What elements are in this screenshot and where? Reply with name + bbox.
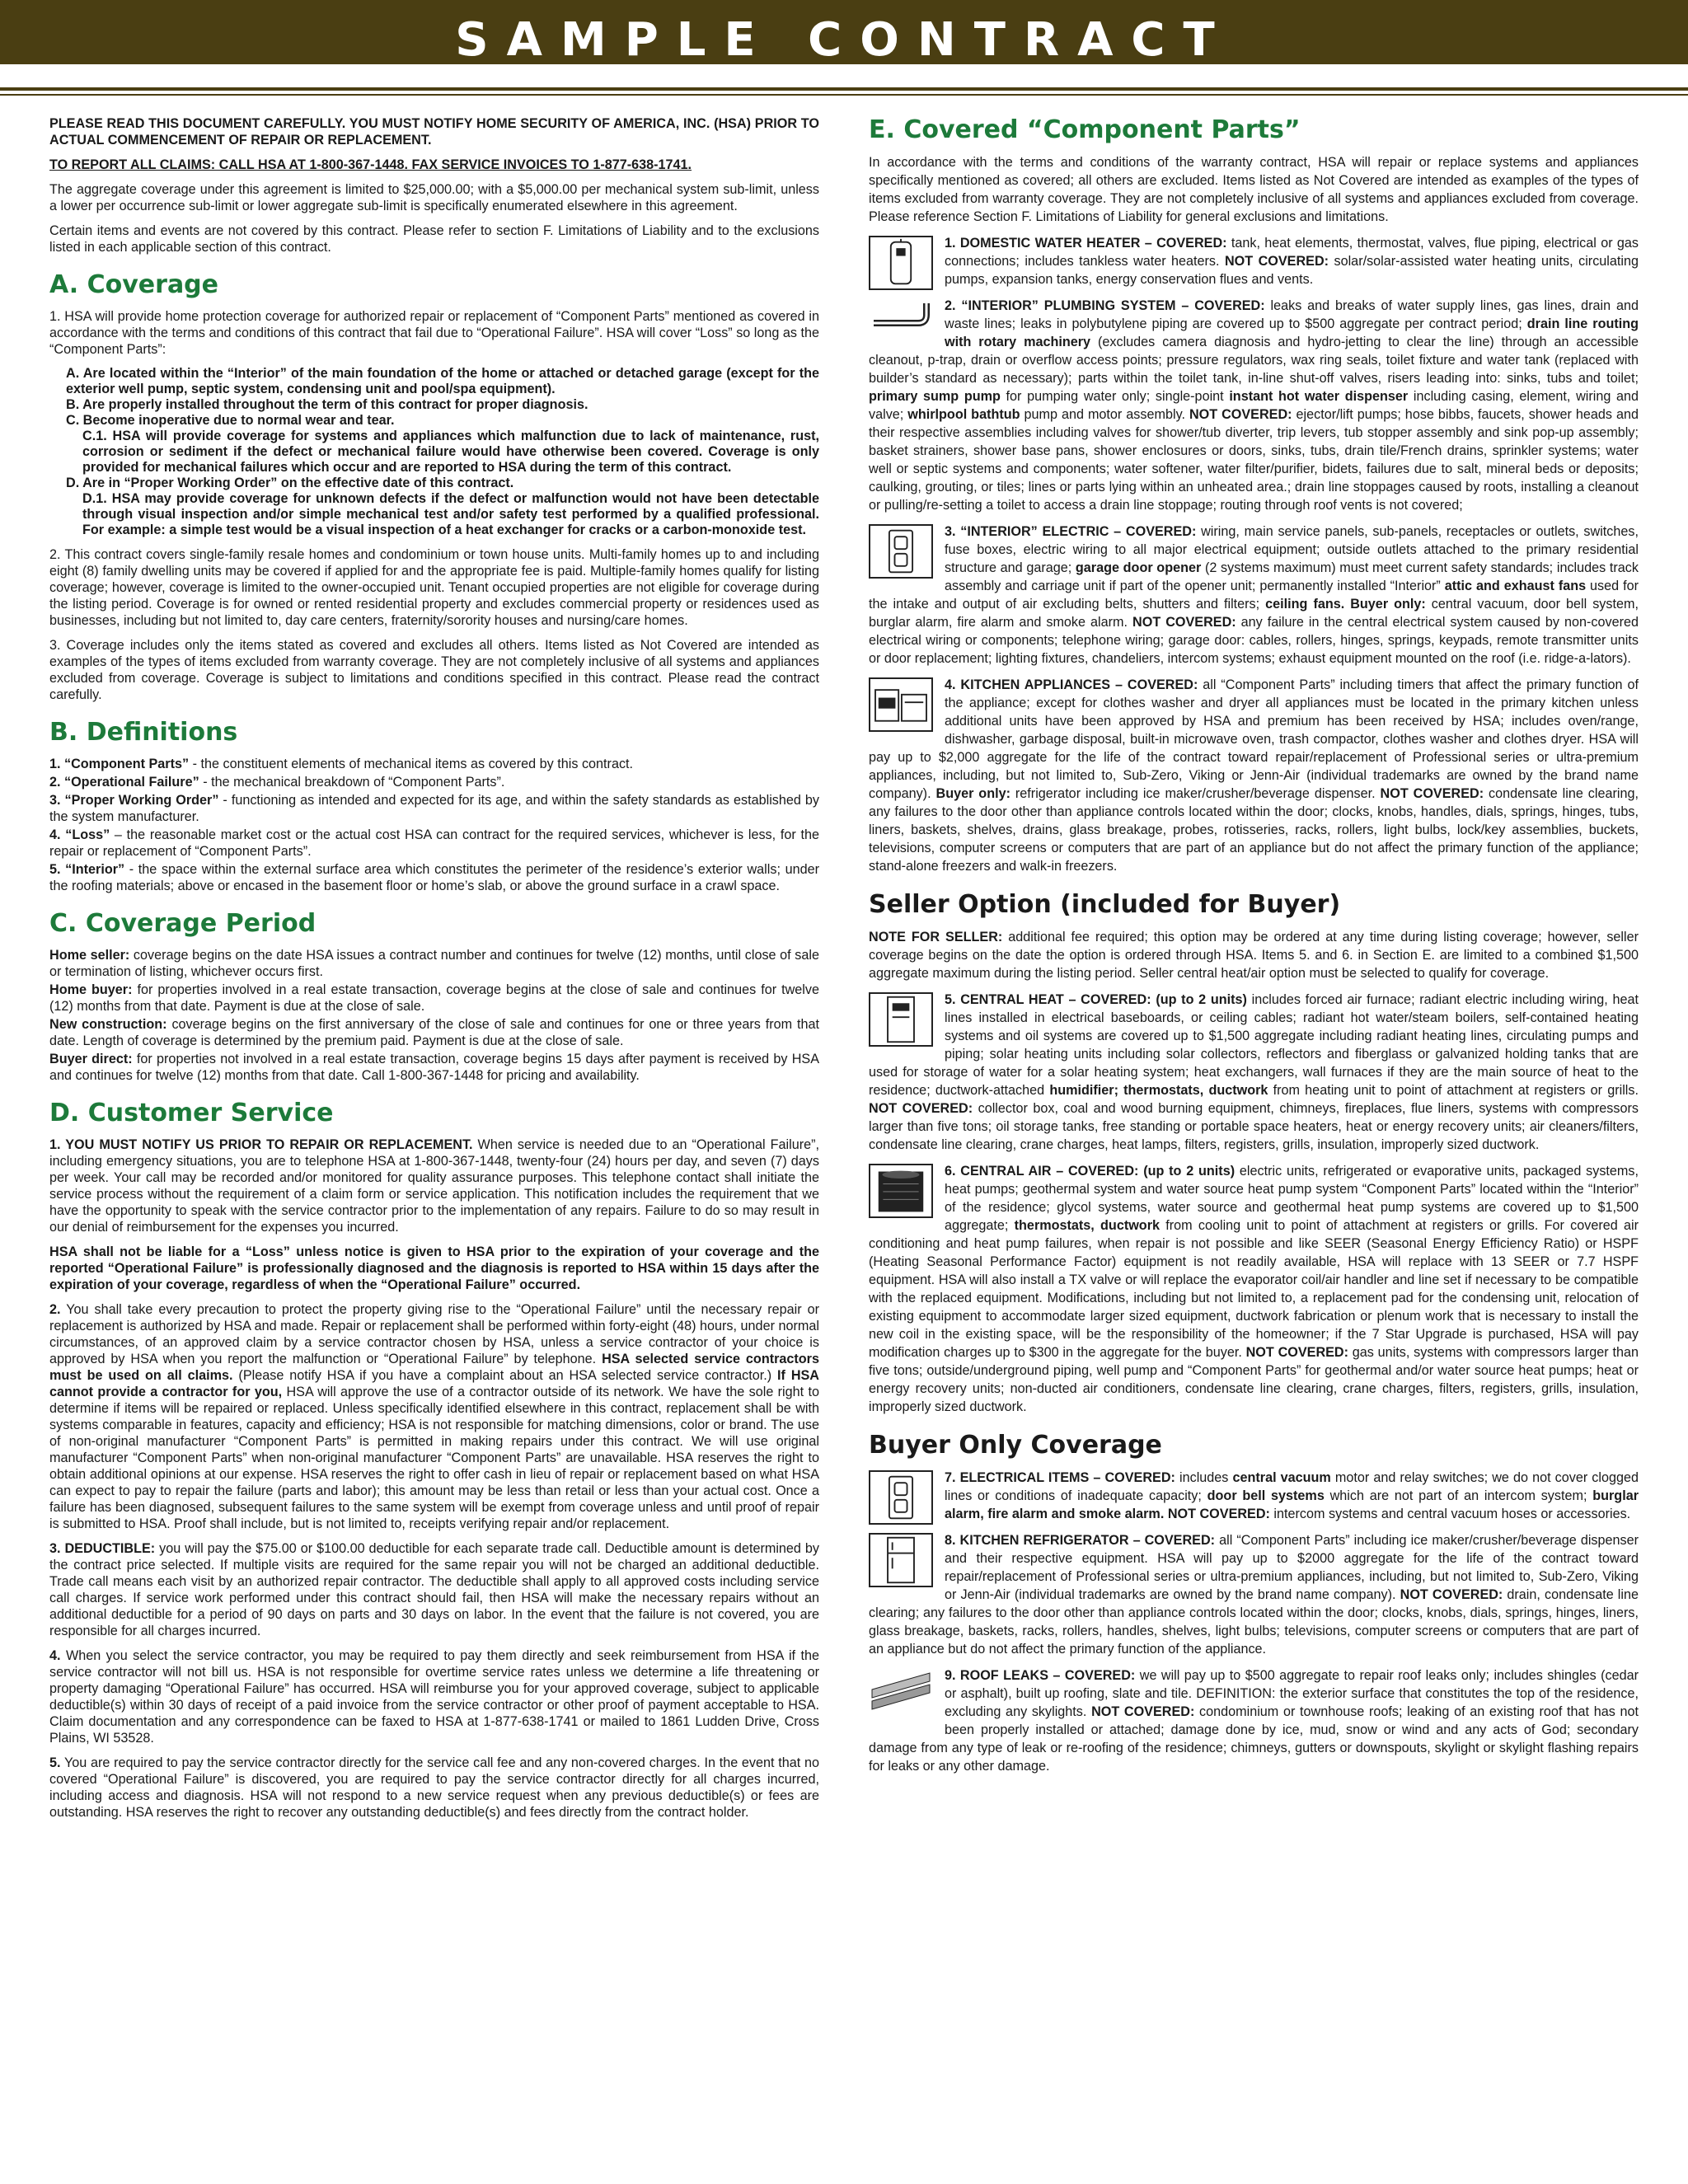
coverage-heading: A. Coverage [49,270,219,299]
definition-item: 3. “Proper Working Order” - functioning as intended and expected for its age, and within the safety standards as established by the system manufacturer. [49,793,819,824]
coverage-c1: C.1. HSA will provide coverage for systems and appliances which malfunction due to lack of maintenance, rust, corrosion or sediment if the defect or mechanical failure would have otherwise been covered. Coverage is only provided for mechanical failures which occur and are reported to HSA during the term of this contract. [82,429,819,475]
coverage-d: D. Are in “Proper Working Order” on the effective date of this contract. [66,476,514,490]
aggregate-text: The aggregate coverage under this agreement is limited to $25,000.00; with a $5,000.00 per mechanical system sub-limit, unless a lower per occurrence sub-limit or lower aggregate sub-limit is specifically enumerated elsewhere in this agreement. [49,182,819,213]
item-central-heat: 5. CENTRAL HEAT – COVERED: (up to 2 units) includes forced air furnace; radiant electric including wiring, heat lines installed in electrical baseboards, or ceiling cables; radiant hot water/steam boilers, self-contained heating systems and oil systems are covered up to $1,500 aggregate including radiant heating lines, circulating pumps and piping; solar heating units including solar collectors, reflectors and fiberglass or galvanized holding tanks that are used for storage of water for a solar heating system; heat exchangers, wall furnaces if they are the main source of heat to the residence; ductwork-attached humidifier; thermostats, ductwork from heating unit to point of attachment at registers or grills. NOT COVERED: collector box, coal and wood burning equipment, chimneys, fireplaces, flue liners, systems with compressors larger than five tons; oil storage tanks, free standing or portable space heaters, heat or energy recovery units; air cleaners/filters, condensate line clearing, crane charges, heat lamps, filters, registers, grills, insulation, improperly sized ductwork. [869,992,1639,1152]
seller-note: NOTE FOR SELLER: additional fee required; this option may be ordered at any time during listing coverage; however, seller coverage begins on the date the option is ordered through HSA. Items 5. and 6. in Section E. are limited to a combined $1,500 aggregate maximum during the listing period. Seller central heat/air option must be selected to qualify for coverage. [869,930,1639,981]
item-electric: 3. “INTERIOR” ELECTRIC – COVERED: wiring, main service panels, sub-panels, receptacles or outlets, switches, fuse boxes, electric wiring to all major electrical equipment; outside outlets attached to the primary residential structure and garage; garage door opener (2 systems maximum) must meet current safety standards; includes track assembly and carriage unit if part of the opener unit; permanently installed “Interior” attic and exhaust fans used for the intake and output of air excluding belts, shutters and filters; ceiling fans. Buyer only: central vacuum, door bell system, burglar alarm, fire alarm and smoke alarm. NOT COVERED: any failure in the central electrical system caused by non-covered electrical wiring or components; telephone wiring; garage door: cables, rollers, hinges, springs, keypads, remote transmitter units or door replacement; lighting fixtures, chandeliers, intercom systems; exhaust equipment mounted on the roof (i.e. ridge-a-lators). [869,524,1639,666]
definition-item: 4. “Loss” – the reasonable market cost or the actual cost HSA can contract for the required services, whichever is less, for the repair or replacement of “Component Parts”. [49,827,820,859]
coverage-b: B. Are properly installed throughout the term of this contract for proper diagnosis. [66,397,588,412]
right-column [869,115,1639,1783]
water-heater-icon [869,236,933,290]
service-liability: HSA shall not be liable for a “Loss” unless notice is given to HSA prior to the expiration of your coverage and the reported “Operational Failure” is professionally diagnosed and the diagnosis is reported to HSA within 15 days after the expiration of your coverage, regardless of when the “Operational Failure” occurred. [49,1244,819,1292]
item-refrigerator: 8. KITCHEN REFRIGERATOR – COVERED: all “Component Parts” including ice maker/crusher/beverage dispenser and their respective equipment. HSA will pay up to $2000 aggregate for the life of the contract toward repair/replacement of Professional series or ultra-premium appliances, including, but not limited to, Sub-Zero, Viking or Jenn-Air (individual trademarks are owned by the brand name company). NOT COVERED: drain, condensate line clearing; any failures to the door other than appliance controls located within the door; clocks, knobs, dials, springs, hinges, liners, glass breakage, baskets, racks, rollers, handles, shelves, light bulbs; televisions, computer screens or computers that are part of an appliance but do not affect the primary function of the appliance. [869,1533,1639,1657]
components-heading: E. Covered “Component Parts” [869,115,1301,144]
coverage-a: A. Are located within the “Interior” of the main foundation of the home or attached or detached garage (except for the exterior well pump, septic system, condensing unit and pool/spa equipment). [66,366,819,396]
furnace-icon [869,992,933,1047]
coverage-p2: 2. This contract covers single-family resale homes and condominium or town house units. Multi-family homes up to and including eight (8) family dwelling units may be covered if applied for and the appropriate fee is paid. Multiple-family homes qualify for listing coverage; however, coverage is limited to the owner-occupied unit. Tenant occupied properties are not eligible for coverage during the listing period. Coverage is for owned or rented residential property and excludes commercial property or residences used as businesses, including but not limited to, day care centers, fraternity/sorority houses and nursing/care homes. [49,547,819,628]
item-central-air: 6. CENTRAL AIR – COVERED: (up to 2 units) electric units, refrigerated or evaporative units, packaged systems, heat pumps; geothermal system and water source heat pump system “Component Parts” located within the “Interior” of the residence; glycol systems, water source and geothermal heat pump systems are covered up to $1,500 aggregate; thermostats, ductwork from cooling unit to point of attachment at registers or grills. For covered air conditioning and heat pump failures, when repair is not possible and like SEER (Seasonal Energy Efficiency Ratio) or HSPF (Heating Seasonal Performance Factor) equipment is not readily available, HSA will replace with 13 SEER or 7.7 HSPF equipment. HSA will also install a TX valve or will replace the evaporator coil/air handler and line set if necessary to be compatible with the replaced equipment. Modifications, including but not limited to, a replacement pad for the condensing unit, relocation of existing equipment to accommodate larger sized equipment, ductwork fabrication or plenum work that is necessary to install the new coil in the existing space, will be the responsibility of the homeowner; if the 7 Star Upgrade is purchased, HSA will pay modification charges up to $300 in the aggregate for the buyer. NOT COVERED: gas units, systems with compressors larger than five tons; outside/underground piping, well pump and “Component Parts” for geothermal and/or water source heat pumps; heat or energy recovery units; non-ducted air conditioners, condensate line clearing, crane charges, filters, registers, grills, insulation, improperly sized ductwork. [869,1164,1639,1414]
definition-item: 5. “Interior” - the space within the external surface area which constitutes the perimeter of the residence’s exterior walls; under the roofing materials; above or encased in the basement floor or home’s slab, or above the ground surface in a crawl space. [49,862,819,893]
left-column [49,115,819,1829]
period-item: Buyer direct: for properties not involved in a real estate transaction, coverage begins 15 days after payment is received by HSA and continues for twelve (12) months from that date. Call 1-800-367-1448 for pricing and availability. [49,1052,819,1083]
claims-line: TO REPORT ALL CLAIMS: CALL HSA AT 1-800-367-1448. FAX SERVICE INVOICES TO 1-877-638-1741. [49,157,692,172]
period-item: Home buyer: for properties involved in a real estate transaction, coverage begins at the close of sale and continues for twelve (12) months from that date. Payment is due at the close of sale. [49,982,819,1014]
roof-shingles-icon [869,1668,933,1722]
outlet-icon [869,524,933,579]
service-p2: 2. You shall take every precaution to protect the property giving rise to the “Operational Failure” until the necessary repair or replacement is authorized by HSA and made. Repair or replacement shall be performed within forty-eight (48) hours, under normal circumstances, of an approved claim by a service contractor chosen by HSA, unless a service contractor of your choice is approved by HSA when you report the malfunction or “Operational Failure” by telephone. HSA selected service contractors must be used on all claims. (Please notify HSA if you have a complaint about an HSA selected service contractor.) If HSA cannot provide a contractor for you, HSA will approve the use of a contractor outside of its network. We have the sole right to determine if items will be repaired or replaced. Unless specifically identified elsewhere in this contract, replacement shall be with systems comparable in features, capacity and efficiency; HSA is not responsible for matching dimensions, color or brand. The use of non-original manufacturer “Component Parts” is permitted in making repairs under this contract. We will use original manufacturer “Component Parts” when non-original manufacturer “Component Parts” are unavailable. HSA reserves the right to obtain additional opinions at our expense. HSA reserves the right to offer cash in lieu of repair or replacement based on what HSA can expect to pay to repair the failure (parts and labor); this amount may be less than retail or less than your actual cost. Once a failure has been diagnosed, subsequent failures to the same system will be exempt from coverage unless and until proof of repair is submitted to HSA. Proof shall include, but is not limited to, receipts verifying repair and/or replacement. [49,1302,819,1531]
definition-item: 2. “Operational Failure” - the mechanical breakdown of “Component Parts”. [49,775,505,790]
service-p1: 1. YOU MUST NOTIFY US PRIOR TO REPAIR OR REPLACEMENT. When service is needed due to an “Operational Failure”, including emergency situations, you are to telephone HSA at 1-800-367-1448, twenty-four (24) hours per day, and seven (7) days per week. Your call may be recorded and/or monitored for quality assurance purposes. This telephone contact shall initiate the service process without the requirement of a claim form or service application. This notification includes the requirement that we have the opportunity to speak with the service contractor prior to the implementation of any repairs. Failure to do so may result in our denial of reimbursement for the expenses you incurred. [49,1137,819,1235]
refrigerator-icon [869,1533,933,1587]
item-water-heater: 1. DOMESTIC WATER HEATER – COVERED: tank, heat elements, thermostat, valves, flue piping, electrical or gas connections; includes tankless water heaters. NOT COVERED: solar/solar-assisted water heating units, circulating pumps, expansion tanks, energy conservation flues and vents. [869,234,1639,288]
definition-item: 1. “Component Parts” - the constituent elements of mechanical items as covered by this contract. [49,757,634,771]
exclusions-text: Certain items and events are not covered by this contract. Please refer to section F. Limitations of Liability and to the exclusions listed in each applicable section of this contract. [49,223,819,255]
intro-notice: PLEASE READ THIS DOCUMENT CAREFULLY. YOU MUST NOTIFY HOME SECURITY OF AMERICA, INC. (HSA) PRIOR TO ACTUAL COMMENCEMENT OF REPAIR OR REPLACEMENT. [49,116,819,148]
outlet-icon [869,1470,933,1525]
period-item: New construction: coverage begins on the first anniversary of the close of sale and continues for one or three years from that date. Length of coverage is determined by the premium paid. Payment is due at the close of sale. [49,1017,819,1048]
item-roof-leaks: 9. ROOF LEAKS – COVERED: we will pay up to $500 aggregate to repair roof leaks only; includes shingles (cedar or asphalt), built up roofing, slate and tile. DEFINITION: the exterior surface that constitutes the top of the residence, excluding any skylights. NOT COVERED: condominium or townhouse roofs; leaking of an existing roof that has not been properly installed or attached; damage done by ice, mud, snow or wind and any acts of God; secondary damage from any type of leak or re-roofing of the residence; chimneys, gutters or downspouts, skylight or skylight flashing repairs for leaks or any other damage. [869,1668,1639,1774]
seller-option-heading: Seller Option (included for Buyer) [869,890,1341,919]
item-plumbing: 2. “INTERIOR” PLUMBING SYSTEM – COVERED: leaks and breaks of water supply lines, gas lines, drain and waste lines; leaks in polybutylene piping are covered up to $500 aggregate per contract period; drain line routing with rotary machinery (excludes camera diagnosis and hydro-jetting to clear the line) through an accessible cleanout, p-trap, drain or overflow access points; pressure regulators, wax ring seals, toilet fixture and water tank (replaced with builder’s standard as necessary); parts within the toilet tank, in-line shut-off valves, risers leading into: sinks, tubs and toilet; primary sump pump for pumping water only; single-point instant hot water dispenser including casing, element, wiring and valve; whirlpool bathtub pump and motor assembly. NOT COVERED: ejector/lift pumps; hose bibbs, faucets, shower heads and their respective assemblies including valves for shower/tub diverter, trip levers, tub stopper assembly and sink pop-up assembly; basket strainers, shower base pans, shower enclosures or doors, sinks, tubs, drain tile/French drains, sprinkler systems; water well or septic systems and components; water softener, water filter/purifier, bidets, failures due to salt, mineral beds or deposits; caulking, grouting, or tiles; lines or parts lying within an unheated area.; drain line stoppages caused by roots, installing a cleanout or pulling/re-setting a toilet to access a drain line stoppage; routing through roof vents is not covered; [869,298,1639,513]
item-kitchen-appliances: 4. KITCHEN APPLIANCES – COVERED: all “Component Parts” including timers that affect the primary function of the appliance; except for clothes washer and dryer all appliances must be located in the primary kitchen unless additional units have been approved by HSA and premium has been received by HSA; includes oven/range, dishwasher, garbage disposal, built-in microwave oven, trash compactor, clothes washer and clothes dryer. HSA will pay up to $2,000 aggregate for the life of the contract toward repair/replacement of Professional series or ultra-premium appliances, including, but not limited to, Sub-Zero, Viking or Jenn-Air (individual trademarks are owned by the brand name company). Buyer only: refrigerator including ice maker/crusher/beverage dispenser. NOT COVERED: condensate line clearing, any failures to the door other than appliance controls located within the door; clocks, knobs, handles, dials, springs, hinges, tubs, liners, baskets, shelves, drains, glass breakage, probes, rotisseries, racks, rollers, light bulbs, lock/key assemblies, buckets, televisions, computer screens or computers that are part of an appliance but do not affect the primary function of the appliance; stand-alone freezers and walk-in freezers. [869,677,1639,874]
header-banner [0,0,1688,67]
definitions-heading: B. Definitions [49,718,238,747]
service-p3: 3. DEDUCTIBLE: you will pay the $75.00 or $100.00 deductible for each separate trade call. Deductible amount is determined by the contract price selected. If multiple visits are required for the same repair you will not be charged an additional deductible. Trade call means each visit by an authorized repair contractor. The deductible shall apply to all approved costs including service call charges. If service work performed under this contract should fail, then HSA will make the necessary repairs without an additional deductible for a period of 90 days on parts and 30 days on labor. In the event that the failure is not covered, you are responsible for all charges incurred. [49,1541,819,1638]
customer-service-heading: D. Customer Service [49,1099,334,1127]
service-p5: 5. You are required to pay the service contractor directly for the service call fee and any non-covered charges. In the event that no covered “Operational Failure” is discovered, you are required to pay the service contractor directly for all charges incurred, including access and diagnosis. HSA will not respond to a new service request when any previous deductible(s) or fees are outstanding. HSA reserves the right to recover any outstanding deductible(s) and fees directly from the contract holder. [49,1755,819,1820]
ac-unit-icon [869,1164,933,1218]
page-title: SAMPLE CONTRACT [455,13,1233,67]
header-rule-thin [0,94,1688,96]
coverage-c: C. Become inoperative due to normal wear and tear. [66,413,395,428]
coverage-p1: 1. HSA will provide home protection coverage for authorized repair or replacement of “Component Parts” mentioned as covered in accordance with the terms and conditions of this contract that fail due to “Operational Failure”. HSA will cover “Loss” so long as the “Component Parts”: [49,309,819,357]
kitchen-appliances-icon [869,677,933,732]
coverage-period-heading: C. Coverage Period [49,909,316,938]
service-p4: 4. When you select the service contractor, you may be required to pay them directly and seek reimbursement from HSA if the service contractor will not bill us. HSA is not responsible for overtime service rates unless we determine a life threatening or property damaging “Operational Failure” has occurred. HSA will reimburse you for your approved coverage, subject to applicable deductible(s) within 30 days of receipt of a paid invoice from the service contractor or other proof of payment acceptable to HSA. Claim documentation and any correspondence can be faxed to HSA at 1-877-638-1741 or mailed to 1861 Ludden Drive, Cross Plains, WI 53528. [49,1648,819,1746]
period-item: Home seller: coverage begins on the date HSA issues a contract number and continues for twelve (12) months, until close of sale or termination of listing, whichever occurs first. [49,948,819,979]
coverage-p3: 3. Coverage includes only the items stated as covered and excludes all others. Items listed as Not Covered are intended as examples of the types of items excluded from warranty coverage. They are not completely inclusive of all systems and appliances excluded from coverage. Coverage is subject to limitations and conditions specified in this contract. Please read the contract carefully. [49,638,819,702]
pipe-icon [869,298,933,336]
item-electrical-items: 7. ELECTRICAL ITEMS – COVERED: includes central vacuum motor and relay switches; we do not cover clogged lines or conditions of inadequate capacity; door bell systems which are not part of an intercom system; burglar alarm, fire alarm and smoke alarm. NOT COVERED: intercom systems and central vacuum hoses or accessories. [869,1469,1639,1523]
definitions-list [49,756,819,894]
buyer-only-heading: Buyer Only Coverage [869,1431,1162,1460]
coverage-period-list [49,947,819,1084]
components-intro: In accordance with the terms and conditions of the warranty contract, HSA will repair or replace systems and appliances specifically mentioned as covered; all others are excluded. Items listed as Not Covered are intended as examples of the types of items excluded from warranty coverage. They are not completely inclusive of all systems and appliances excluded from coverage. Please reference Section F. Limitations of Liability for general exclusions and limitations. [869,155,1639,224]
coverage-d1: D.1. HSA may provide coverage for unknown defects if the defect or malfunction would not have been detectable through visual inspection and/or simple mechanical test and/or safety test performed by a qualified professional. For example: a simple test would be a visual inspection of a heat exchanger for cracks or a carbon-monoxide test. [82,491,819,537]
header-rule [0,87,1688,91]
